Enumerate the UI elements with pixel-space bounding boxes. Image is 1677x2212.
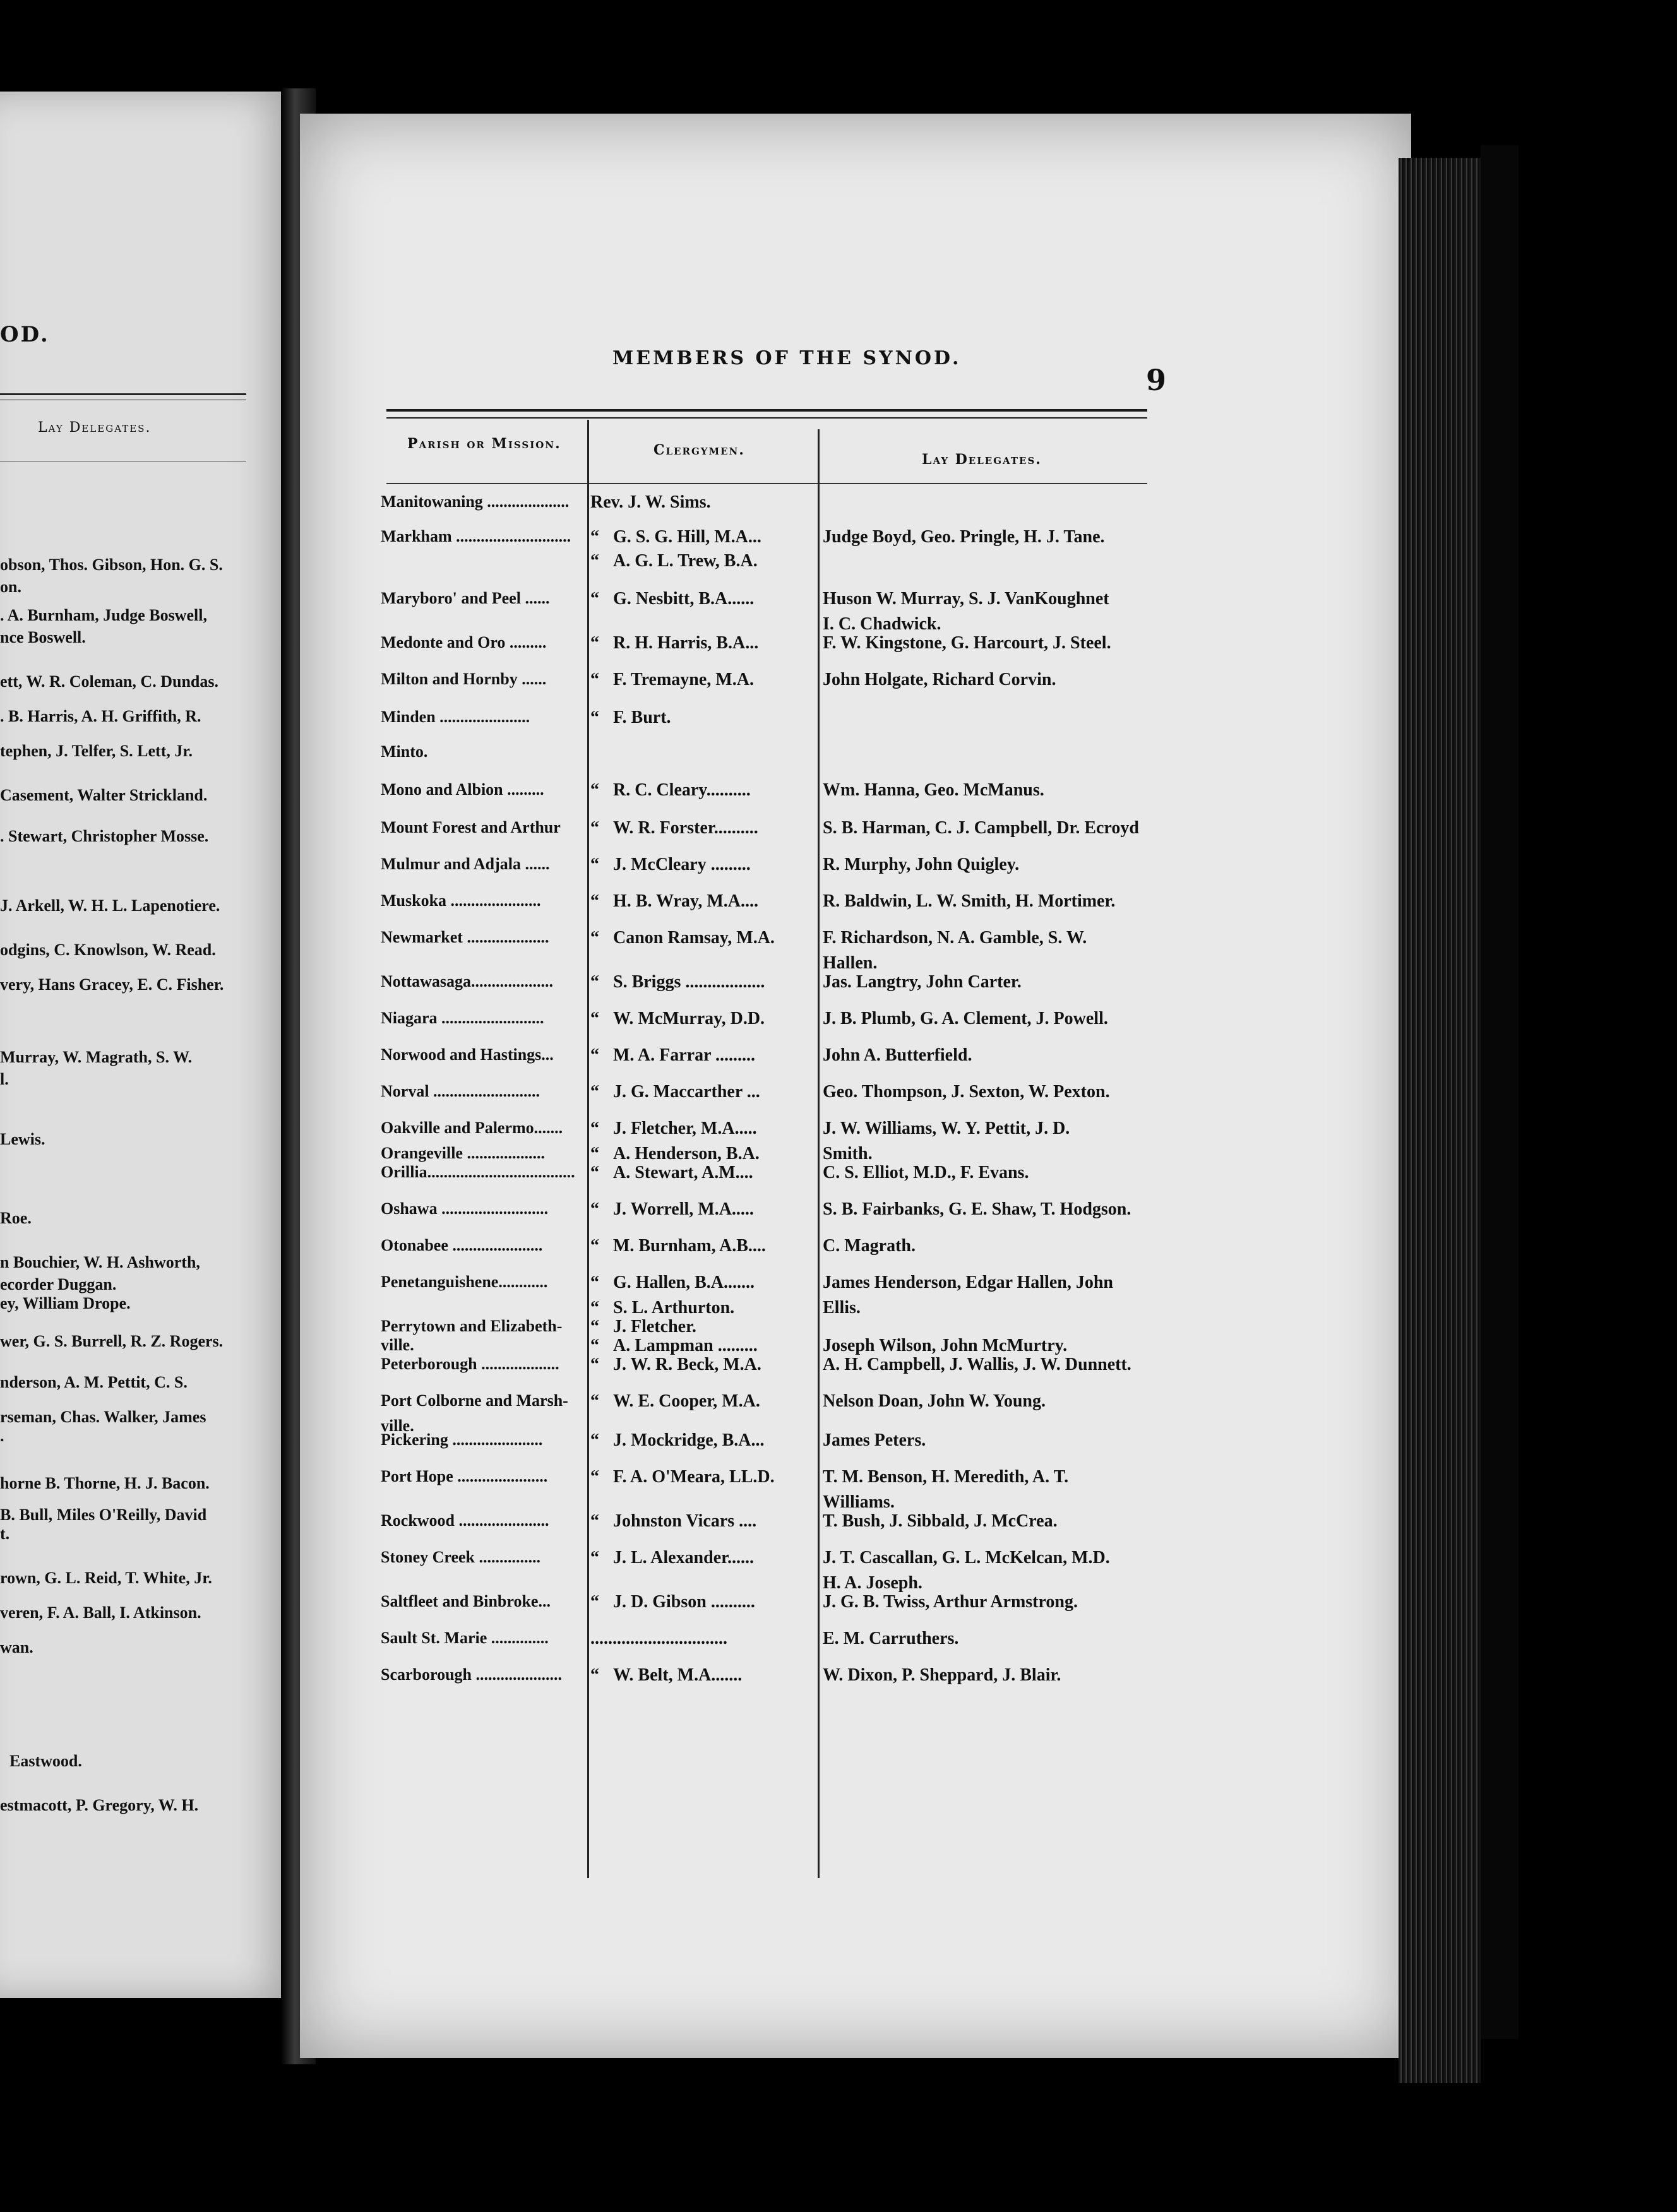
- clergy-cell: [590, 928, 775, 948]
- table-row: [300, 670, 1411, 706]
- clergy-name: W. McMurray, D.D.: [613, 1009, 765, 1028]
- header-rule-thin: [386, 417, 1147, 419]
- parish-cell: Sault St. Marie ..............: [381, 1629, 549, 1647]
- clergy-cell: [590, 1045, 755, 1066]
- left-page-line: very, Hans Gracey, E. C. Fisher.: [0, 975, 224, 994]
- left-page-line: n Bouchier, W. H. Ashworth,: [0, 1253, 200, 1271]
- clergy-name: F. Tremayne, M.A.: [613, 670, 754, 689]
- left-page-line: . B. Harris, A. H. Griffith, R.: [0, 707, 201, 725]
- parish-cell: Norwood and Hastings...: [381, 1045, 554, 1064]
- clergy-name: J. L. Alexander......: [613, 1548, 754, 1567]
- ditto-mark: “: [590, 670, 599, 689]
- clergy-name: S. Briggs ..................: [613, 972, 765, 992]
- table-row: [300, 891, 1411, 928]
- left-page-line: J. Arkell, W. H. L. Lapenotiere.: [0, 896, 220, 915]
- left-page-line: l.: [0, 1070, 9, 1088]
- clergy-name: G. Nesbitt, B.A......: [613, 589, 755, 609]
- lay-delegates-cell: Geo. Thompson, J. Sexton, W. Pexton.: [823, 1082, 1110, 1102]
- clergy-name: R. C. Cleary..........: [613, 780, 751, 800]
- left-page-line: nce Boswell.: [0, 628, 86, 646]
- clergy-name: W. E. Cooper, M.A.: [613, 1391, 760, 1411]
- lay-delegates-cell: J. G. B. Twiss, Arthur Armstrong.: [823, 1592, 1078, 1612]
- ditto-mark: “: [590, 928, 599, 948]
- table-row: [300, 1511, 1411, 1548]
- left-page-line: horne B. Thorne, H. J. Bacon.: [0, 1474, 210, 1492]
- parish-cell: Perrytown and Elizabeth-: [381, 1317, 563, 1335]
- clergy-name: W. Belt, M.A.......: [613, 1665, 743, 1685]
- ditto-mark: “: [590, 1317, 599, 1336]
- parish-cell: Niagara .........................: [381, 1009, 544, 1027]
- ditto-mark: “: [590, 1009, 599, 1028]
- clergy-cell: [590, 1144, 760, 1164]
- lay-delegates-cell: John Holgate, Richard Corvin.: [823, 670, 1056, 689]
- parish-cell: Newmarket ....................: [381, 928, 549, 946]
- table-row: [300, 1629, 1411, 1665]
- lay-delegates-cell: J. T. Cascallan, G. L. McKelcan, M.D.: [823, 1548, 1110, 1567]
- ditto-mark: “: [590, 1511, 599, 1531]
- ditto-mark: “: [590, 1236, 599, 1256]
- table-row: [300, 1199, 1411, 1236]
- clergy-cell: [590, 1163, 753, 1183]
- clergy-cell: [590, 633, 758, 653]
- lay-delegates-cell: James Henderson, Edgar Hallen, John: [823, 1273, 1113, 1292]
- parish-cell: Orillia....................................: [381, 1163, 575, 1181]
- parish-cell: Port Colborne and Marsh-: [381, 1391, 568, 1410]
- clergy-name: R. H. Harris, B.A...: [613, 633, 759, 653]
- clergy-cell: [590, 891, 758, 912]
- clergy-name: J. D. Gibson ..........: [613, 1592, 755, 1612]
- left-page-fragment: [0, 92, 297, 1998]
- clergy-name: Rev. J. W. Sims.: [590, 492, 711, 512]
- clergy-name: J. G. Maccarther ...: [613, 1082, 760, 1102]
- left-page-line: ey, William Drope.: [0, 1294, 131, 1312]
- left-page-line: Casement, Walter Strickland.: [0, 786, 208, 804]
- parish-cell: Pickering ......................: [381, 1430, 543, 1449]
- left-page-line: . Stewart, Christopher Mosse.: [0, 827, 209, 845]
- table-row: [300, 1163, 1411, 1199]
- clergy-name: W. R. Forster..........: [613, 818, 758, 838]
- ditto-mark: “: [590, 551, 599, 571]
- clergy-cell: [590, 527, 761, 547]
- table-row: [300, 1430, 1411, 1467]
- ditto-mark: “: [590, 1082, 599, 1102]
- table-row: [300, 855, 1411, 891]
- clergy-cell: [590, 1336, 758, 1356]
- clergy-cell: [590, 551, 758, 571]
- ditto-mark: “: [590, 1298, 599, 1317]
- clergy-name: M. A. Farrar .........: [613, 1045, 755, 1065]
- lay-delegates-cell: E. M. Carruthers.: [823, 1629, 959, 1648]
- lay-delegates-cell: S. B. Fairbanks, G. E. Shaw, T. Hodgson.: [823, 1199, 1131, 1219]
- clergy-cell: [590, 1592, 755, 1612]
- left-page-line: rown, G. L. Reid, T. White, Jr.: [0, 1569, 212, 1587]
- clergy-cell: [590, 589, 754, 609]
- ditto-mark: “: [590, 1199, 599, 1219]
- table-row: [300, 818, 1411, 855]
- ditto-mark: “: [590, 527, 599, 547]
- ditto-mark: “: [590, 1273, 599, 1292]
- clergy-cell: [590, 1548, 754, 1568]
- clergy-name: F. Burt.: [613, 708, 671, 727]
- parish-cell: Penetanguishene............: [381, 1273, 548, 1291]
- clergy-name: G. Hallen, B.A.......: [613, 1273, 755, 1292]
- ditto-mark: “: [590, 855, 599, 874]
- parish-cell: Minden ......................: [381, 708, 530, 726]
- parish-cell: Nottawasaga....................: [381, 972, 553, 990]
- parish-cell: Scarborough .....................: [381, 1665, 562, 1684]
- parish-cell: ville.: [381, 1417, 414, 1435]
- left-page-line: rseman, Chas. Walker, James: [0, 1408, 206, 1426]
- ditto-mark: “: [590, 708, 599, 727]
- parish-cell: Manitowaning ....................: [381, 492, 570, 511]
- parish-cell: Norval ..........................: [381, 1082, 540, 1100]
- table-row: [300, 633, 1411, 670]
- table-row: [300, 742, 1411, 779]
- left-page-line: veren, F. A. Ball, I. Atkinson.: [0, 1603, 201, 1622]
- lay-delegates-cell: Nelson Doan, John W. Young.: [823, 1391, 1046, 1411]
- ditto-mark: “: [590, 1430, 599, 1450]
- table-row: [300, 708, 1411, 744]
- lay-delegates-cell: Jas. Langtry, John Carter.: [823, 972, 1022, 992]
- ditto-mark: “: [590, 972, 599, 992]
- table-row: [300, 1665, 1411, 1702]
- parish-cell: Orangeville ...................: [381, 1144, 545, 1162]
- left-page-line: ecorder Duggan.: [0, 1275, 117, 1293]
- clergy-name: G. S. G. Hill, M.A...: [613, 527, 761, 547]
- parish-cell: Port Hope ......................: [381, 1467, 548, 1485]
- clergy-cell: [590, 1082, 760, 1102]
- ditto-mark: “: [590, 1163, 599, 1182]
- clergy-cell: [590, 1391, 760, 1412]
- left-page-header: OD.: [0, 322, 50, 347]
- left-rule-thick: [0, 393, 246, 395]
- column-header-clergy: Clergymen.: [653, 442, 745, 458]
- clergy-name: A. Henderson, B.A.: [613, 1144, 760, 1163]
- left-page-line: Roe.: [0, 1209, 32, 1227]
- left-page-line: tephen, J. Telfer, S. Lett, Jr.: [0, 742, 193, 760]
- left-page-line: Lewis.: [0, 1130, 45, 1148]
- left-column-header: Lay Delegates.: [38, 420, 152, 436]
- ditto-mark: “: [590, 633, 599, 653]
- table-row: [300, 972, 1411, 1009]
- clergy-cell: [590, 1298, 734, 1318]
- table-row: [300, 1355, 1411, 1391]
- parish-cell: Mulmur and Adjala ......: [381, 855, 550, 873]
- ditto-mark: “: [590, 1548, 599, 1567]
- ditto-mark: “: [590, 891, 599, 911]
- lay-delegates-cell: Joseph Wilson, John McMurtry.: [823, 1336, 1068, 1355]
- lay-delegates-cell: James Peters.: [823, 1430, 926, 1450]
- clergy-name: J. Fletcher.: [613, 1317, 696, 1336]
- page-number: 9: [1146, 363, 1167, 397]
- clergy-name: J. Worrell, M.A.....: [613, 1199, 754, 1219]
- clergy-name: S. L. Arthurton.: [613, 1298, 735, 1317]
- right-page: [300, 114, 1411, 2058]
- clergy-cell: [590, 1430, 765, 1451]
- lay-delegates-cell: Wm. Hanna, Geo. McManus.: [823, 780, 1044, 800]
- left-page-line: obson, Thos. Gibson, Hon. G. S.: [0, 556, 223, 574]
- left-page-line: wer, G. S. Burrell, R. Z. Rogers.: [0, 1332, 224, 1350]
- ditto-mark: “: [590, 1592, 599, 1612]
- lay-delegates-cell: R. Murphy, John Quigley.: [823, 855, 1020, 874]
- clergy-name: J. Mockridge, B.A...: [613, 1430, 765, 1450]
- lay-delegates-cell: A. H. Campbell, J. Wallis, J. W. Dunnett.: [823, 1355, 1131, 1374]
- clergy-cell: [590, 1009, 765, 1029]
- table-row: [300, 1082, 1411, 1119]
- clergy-cell: [590, 492, 711, 513]
- lay-delegates-cell: T. M. Benson, H. Meredith, A. T.: [823, 1467, 1069, 1487]
- book-cover-edge: [1481, 145, 1519, 2039]
- lay-delegates-cell: Huson W. Murray, S. J. VanKoughnet: [823, 589, 1109, 609]
- ditto-mark: “: [590, 818, 599, 838]
- clergy-cell: [590, 1665, 742, 1686]
- left-page-line: on.: [0, 578, 21, 596]
- lay-delegates-cell: C. S. Elliot, M.D., F. Evans.: [823, 1163, 1029, 1182]
- clergy-cell: [590, 855, 751, 875]
- clergy-name: M. Burnham, A.B....: [613, 1236, 766, 1256]
- ditto-mark: “: [590, 1665, 599, 1685]
- ditto-mark: “: [590, 1391, 599, 1411]
- clergy-name: J. McCleary .........: [613, 855, 751, 874]
- column-header-parish: Parish or Mission.: [407, 436, 561, 452]
- parish-cell: Milton and Hornby ......: [381, 670, 547, 688]
- lay-delegates-cell: T. Bush, J. Sibbald, J. McCrea.: [823, 1511, 1058, 1531]
- left-page-line: t.: [0, 1525, 10, 1543]
- clergy-name: J. W. R. Beck, M.A.: [613, 1355, 761, 1374]
- clergy-cell: [590, 1317, 696, 1337]
- clergy-name: A. Lampman .........: [613, 1336, 758, 1355]
- table-row: [300, 492, 1411, 529]
- left-page-line: . A. Burnham, Judge Boswell,: [0, 606, 207, 624]
- left-page-line: B. Bull, Miles O'Reilly, David: [0, 1506, 207, 1524]
- table-row: [300, 551, 1411, 588]
- parish-cell: Maryboro' and Peel ......: [381, 589, 550, 607]
- parish-cell: Peterborough ...................: [381, 1355, 559, 1373]
- parish-cell: Minto.: [381, 742, 428, 761]
- clergy-cell: [590, 1511, 756, 1531]
- ditto-mark: “: [590, 1045, 599, 1065]
- clergy-cell: [590, 1236, 766, 1256]
- clergy-name: ...............................: [590, 1629, 727, 1648]
- left-page-line: Eastwood.: [9, 1752, 82, 1770]
- parish-cell: Oshawa ..........................: [381, 1199, 549, 1218]
- lay-delegates-cell: Hallen.: [823, 953, 878, 973]
- lay-delegates-cell: W. Dixon, P. Sheppard, J. Blair.: [823, 1665, 1061, 1685]
- ditto-mark: “: [590, 1336, 599, 1355]
- left-page-line: ett, W. R. Coleman, C. Dundas.: [0, 672, 218, 691]
- table-row: [300, 780, 1411, 817]
- clergy-name: J. Fletcher, M.A.....: [613, 1119, 757, 1138]
- clergy-cell: [590, 708, 671, 728]
- clergy-cell: [590, 818, 758, 838]
- clergy-cell: [590, 670, 754, 690]
- lay-delegates-cell: J. W. Williams, W. Y. Pettit, J. D.: [823, 1119, 1070, 1138]
- clergy-cell: [590, 972, 765, 992]
- clergy-cell: [590, 1119, 757, 1139]
- ditto-mark: “: [590, 1119, 599, 1138]
- table-row: [300, 1592, 1411, 1629]
- ditto-mark: “: [590, 1467, 599, 1487]
- clergy-name: Johnston Vicars ....: [613, 1511, 757, 1531]
- parish-cell: Saltfleet and Binbroke...: [381, 1592, 551, 1610]
- header-rule-thick: [386, 409, 1147, 412]
- clergy-name: Canon Ramsay, M.A.: [613, 928, 775, 948]
- parish-cell: Mount Forest and Arthur: [381, 818, 561, 836]
- lay-delegates-cell: R. Baldwin, L. W. Smith, H. Mortimer.: [823, 891, 1116, 911]
- lay-delegates-cell: F. W. Kingstone, G. Harcourt, J. Steel.: [823, 633, 1111, 653]
- table-row: [300, 1009, 1411, 1045]
- clergy-name: A. G. L. Trew, B.A.: [613, 551, 758, 571]
- column-header-lay: Lay Delegates.: [922, 451, 1042, 468]
- ditto-mark: “: [590, 589, 599, 609]
- left-page-line: nderson, A. M. Pettit, C. S.: [0, 1373, 188, 1391]
- clergy-cell: [590, 1273, 755, 1293]
- parish-cell: ville.: [381, 1336, 414, 1354]
- lay-delegates-cell: F. Richardson, N. A. Gamble, S. W.: [823, 928, 1087, 948]
- ditto-mark: “: [590, 1355, 599, 1374]
- parish-cell: Rockwood ......................: [381, 1511, 549, 1530]
- lay-delegates-cell: Williams.: [823, 1492, 895, 1512]
- left-page-line: estmacott, P. Gregory, W. H.: [0, 1796, 199, 1814]
- clergy-cell: [590, 780, 751, 800]
- clergy-name: A. Stewart, A.M....: [613, 1163, 753, 1182]
- left-page-line: Murray, W. Magrath, S. W.: [0, 1048, 193, 1066]
- table-row: [300, 1045, 1411, 1082]
- left-page-line: .: [0, 1427, 4, 1445]
- lay-delegates-cell: Ellis.: [823, 1298, 861, 1317]
- parish-cell: Markham ............................: [381, 527, 571, 545]
- lay-delegates-cell: C. Magrath.: [823, 1236, 916, 1256]
- parish-cell: Stoney Creek ...............: [381, 1548, 541, 1566]
- lay-delegates-cell: S. B. Harman, C. J. Campbell, Dr. Ecroyd: [823, 818, 1139, 838]
- page-title: MEMBERS OF THE SYNOD.: [612, 347, 962, 369]
- parish-cell: Muskoka ......................: [381, 891, 541, 910]
- book-page-edges: [1399, 158, 1481, 2083]
- ditto-mark: “: [590, 1144, 599, 1163]
- clergy-name: F. A. O'Meara, LL.D.: [613, 1467, 775, 1487]
- ditto-mark: “: [590, 780, 599, 800]
- parish-cell: Oakville and Palermo.......: [381, 1119, 563, 1137]
- left-page-line: wan.: [0, 1638, 33, 1656]
- lay-delegates-cell: Judge Boyd, Geo. Pringle, H. J. Tane.: [823, 527, 1105, 547]
- parish-cell: Mono and Albion .........: [381, 780, 544, 799]
- lay-delegates-cell: I. C. Chadwick.: [823, 614, 941, 634]
- clergy-cell: [590, 1467, 775, 1487]
- lay-delegates-cell: J. B. Plumb, G. A. Clement, J. Powell.: [823, 1009, 1108, 1028]
- table-row: [300, 1236, 1411, 1273]
- clergy-cell: [590, 1199, 754, 1220]
- clergy-cell: [590, 1355, 761, 1375]
- lay-delegates-cell: Smith.: [823, 1144, 873, 1163]
- left-page-line: odgins, C. Knowlson, W. Read.: [0, 941, 216, 959]
- lay-delegates-cell: H. A. Joseph.: [823, 1573, 922, 1593]
- parish-cell: Otonabee ......................: [381, 1236, 543, 1254]
- lay-delegates-cell: John A. Butterfield.: [823, 1045, 972, 1065]
- clergy-cell: [590, 1629, 727, 1649]
- clergy-name: H. B. Wray, M.A....: [613, 891, 758, 911]
- column-header-rule: [386, 483, 1147, 484]
- parish-cell: Medonte and Oro .........: [381, 633, 547, 651]
